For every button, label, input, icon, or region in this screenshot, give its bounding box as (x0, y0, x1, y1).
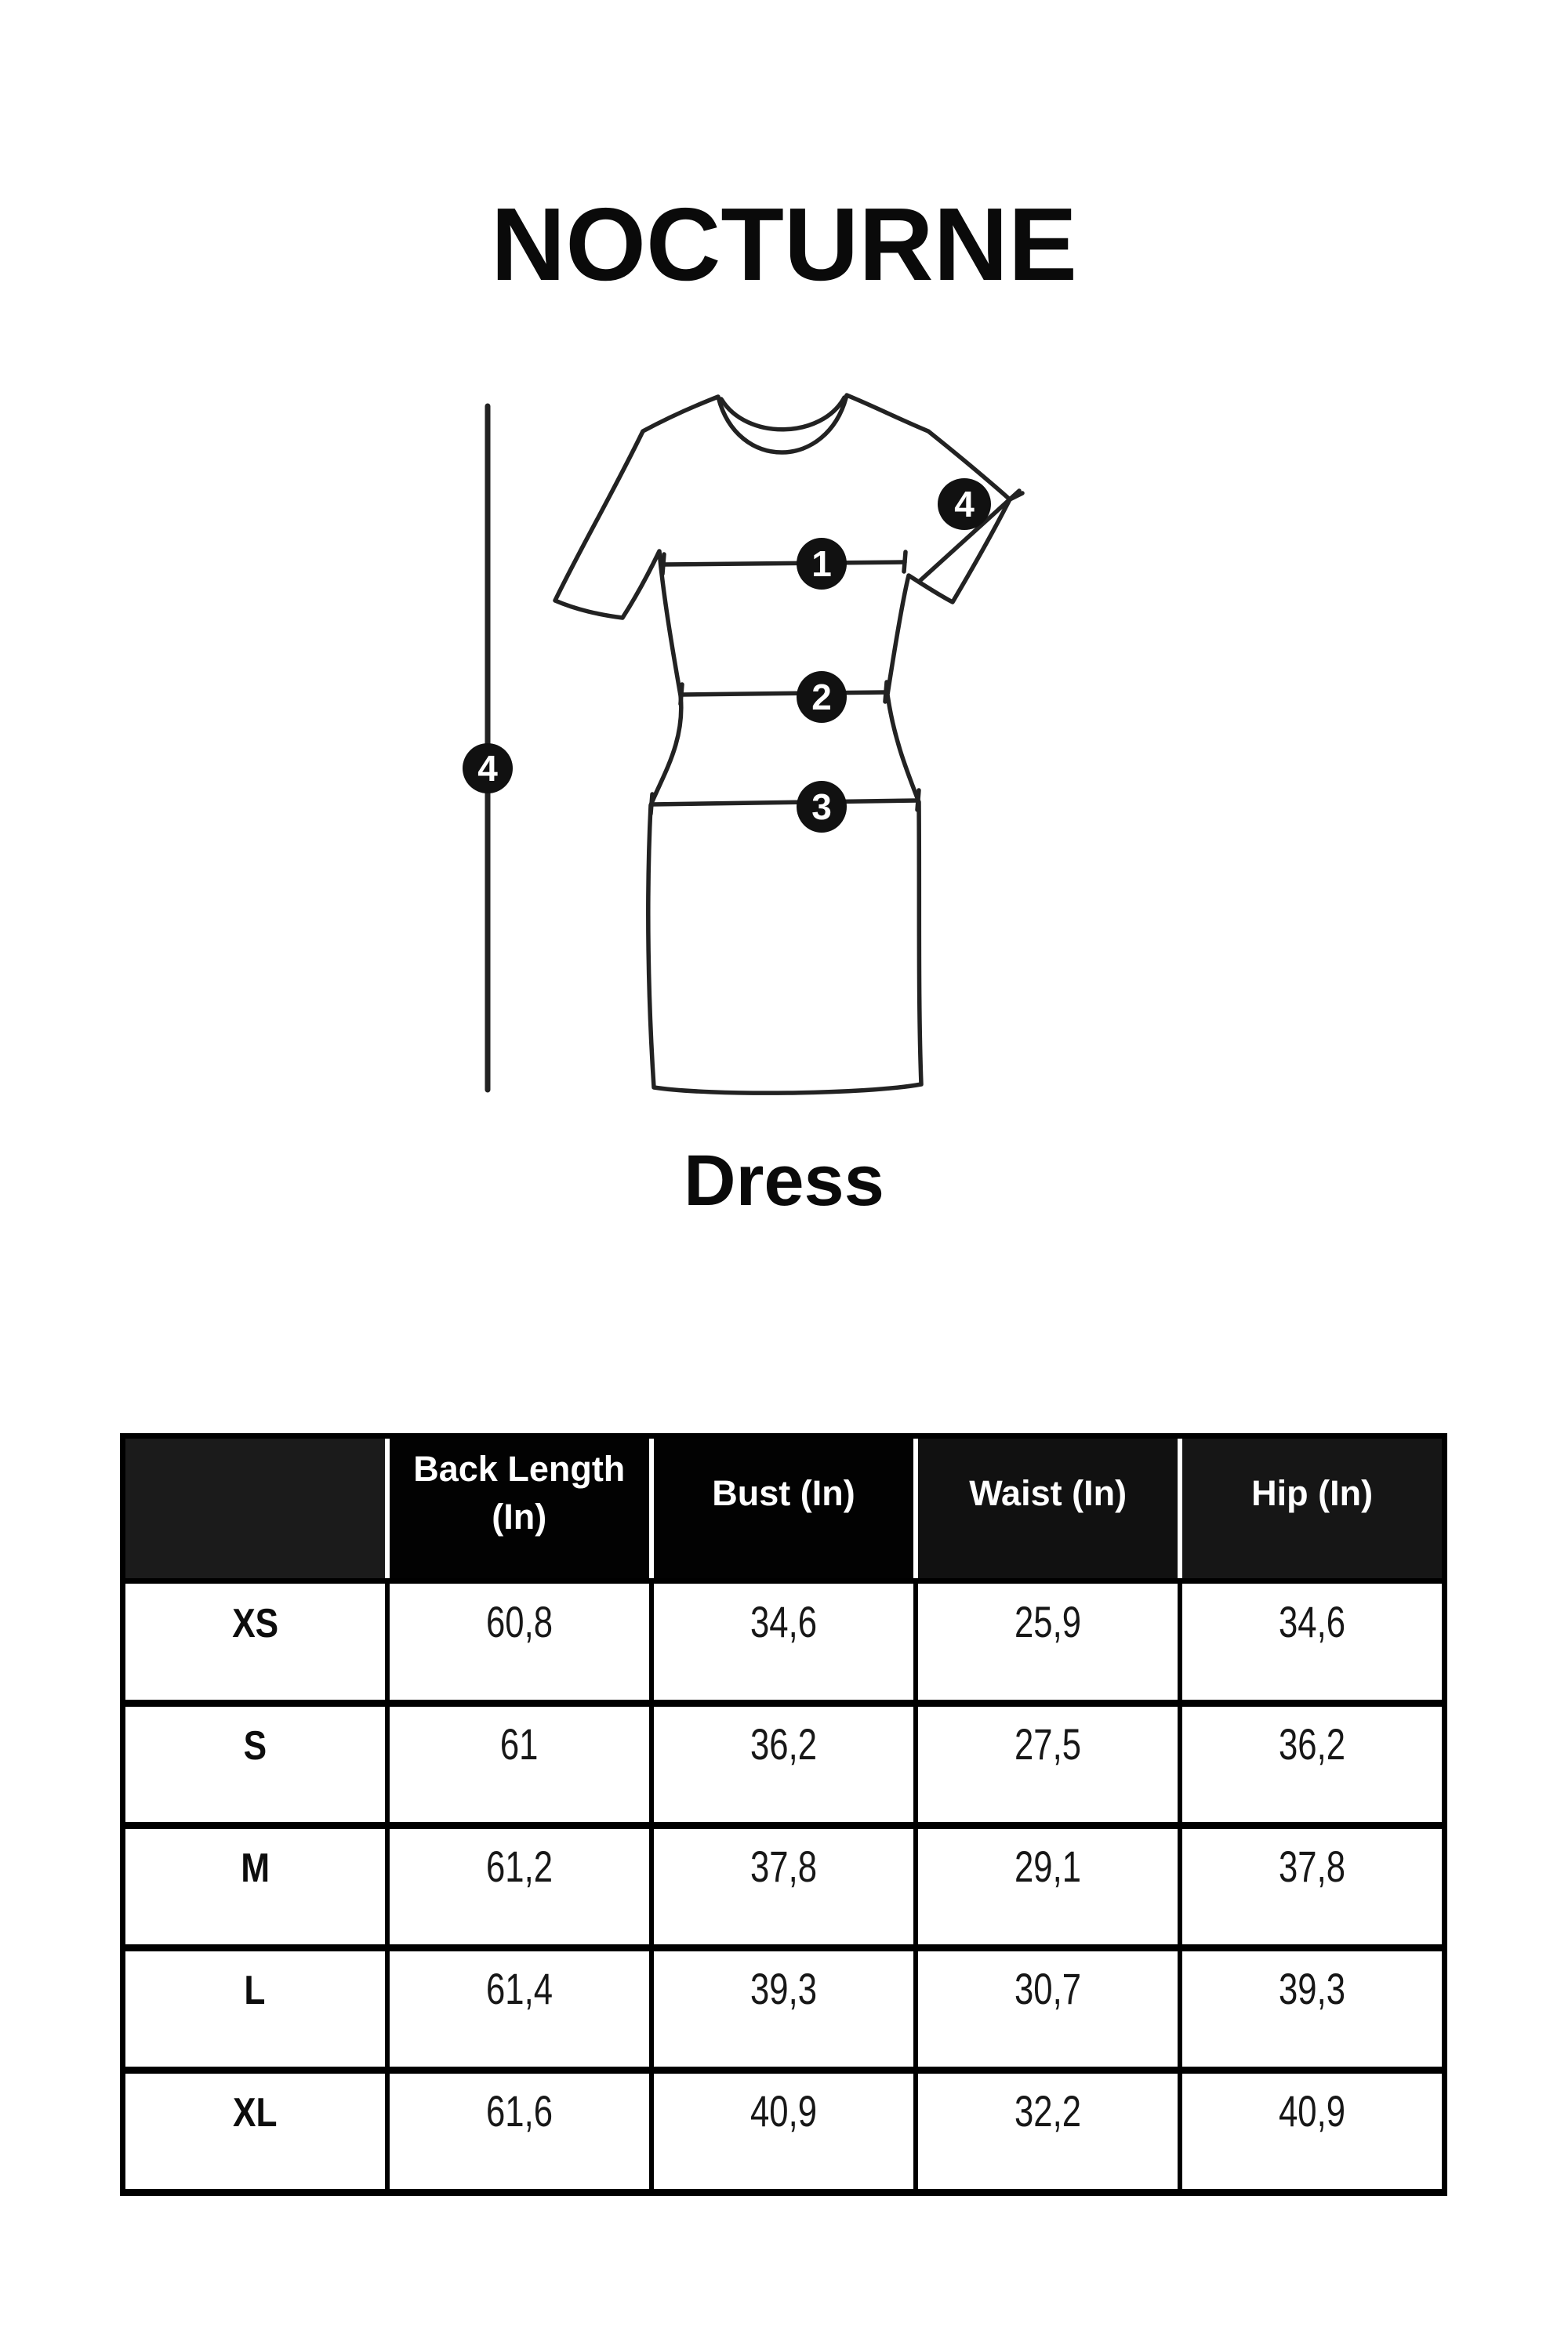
table-header-row (123, 1436, 1445, 1581)
table-row (123, 2071, 1445, 2193)
back-neckline (721, 397, 844, 430)
bust-cell: 40,9 (652, 2071, 916, 2193)
size-cell (123, 1704, 387, 1826)
bust-cell: 36,2 (652, 1704, 916, 1826)
waist-cell: 27,5 (916, 1704, 1180, 1826)
sleeve-marker-number: 4 (954, 484, 975, 524)
back-length-cell: 61,4 (387, 1948, 652, 2071)
waist-marker-number: 2 (811, 677, 832, 717)
table-row (123, 1581, 1445, 1704)
table-row (123, 1704, 1445, 1826)
size-cell (123, 1826, 387, 1948)
header-size-cell (123, 1436, 387, 1581)
hip-marker-number: 3 (811, 786, 832, 827)
waist-cell: 32,2 (916, 2071, 1180, 2193)
waist-cell: 25,9 (916, 1581, 1180, 1704)
bust-cell: 34,6 (652, 1581, 916, 1704)
back-length-marker-number: 4 (477, 748, 498, 789)
header-hip: Hip (In) (1180, 1436, 1444, 1581)
waist-cell: 29,1 (916, 1826, 1180, 1948)
bust-marker-number: 1 (811, 543, 832, 584)
garment-label: Dress (684, 1141, 884, 1221)
bust-line (663, 562, 905, 564)
brand-title: NOCTURNE (491, 187, 1077, 302)
hip-cell: 34,6 (1180, 1581, 1444, 1704)
waist-cell: 30,7 (916, 1948, 1180, 2071)
waist-line (681, 692, 886, 695)
back-length-cell: 61,6 (387, 2071, 652, 2193)
size-value: XL (233, 2090, 278, 2136)
back-length-cell: 61,2 (387, 1826, 652, 1948)
size-cell (123, 1948, 387, 2071)
hip-cell: 40,9 (1180, 2071, 1444, 2193)
header-bust: Bust (In) (652, 1436, 916, 1581)
back-length-cell: 60,8 (387, 1581, 652, 1704)
hip-cell: 39,3 (1180, 1948, 1444, 2071)
bust-cell: 37,8 (652, 1826, 916, 1948)
header-waist: Waist (In) (916, 1436, 1180, 1581)
dress-measurement-diagram (455, 337, 1113, 1145)
size-chart-table (120, 1433, 1447, 2196)
back-length-cell: 61 (387, 1704, 652, 1826)
size-value: M (240, 1846, 270, 1891)
table-row (123, 1826, 1445, 1948)
size-cell (123, 1581, 387, 1704)
size-cell (123, 2071, 387, 2193)
bust-cell: 39,3 (652, 1948, 916, 2071)
size-value: S (243, 1723, 267, 1769)
size-value: L (244, 1968, 266, 2013)
hip-cell: 36,2 (1180, 1704, 1444, 1826)
size-value: XS (231, 1600, 278, 1646)
table-row (123, 1948, 1445, 2071)
header-back-length: Back Length (In) (387, 1436, 652, 1581)
hip-cell: 37,8 (1180, 1826, 1444, 1948)
